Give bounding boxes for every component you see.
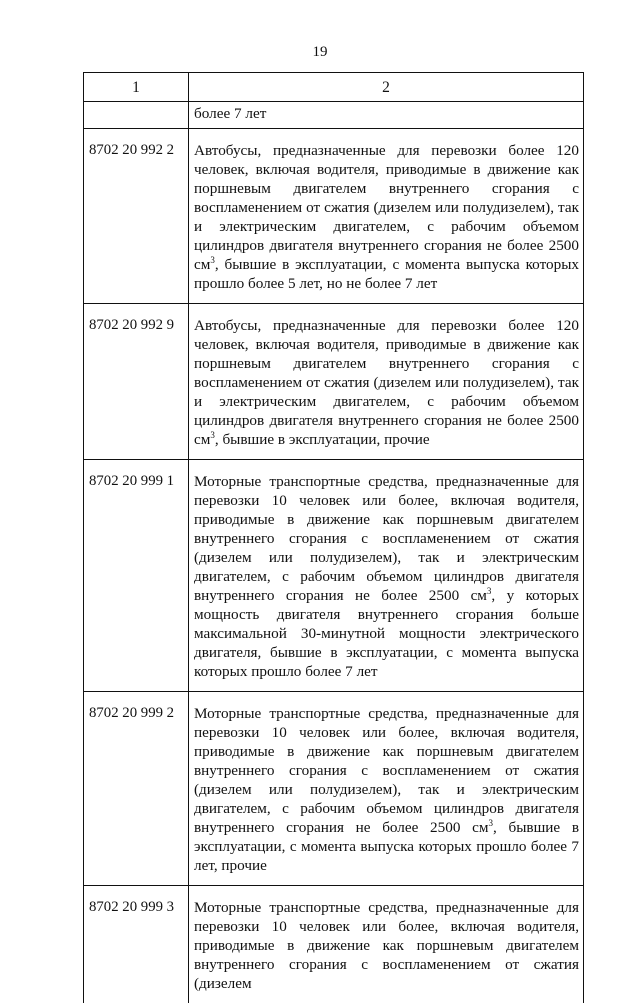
code-cell: 8702 20 999 1	[84, 460, 189, 692]
description-cell	[189, 304, 584, 460]
description-cell	[189, 129, 584, 304]
description-text-end: , у которых мощность двигателя внутреннего сгорания больше максимальной 30-минутной мощности электрического двигателя, бывшие в эксплуатации, с момента выпуска которых прошло более 7 лет	[194, 587, 579, 680]
superscript: 3	[210, 255, 215, 265]
superscript: 3	[487, 586, 492, 596]
continued-desc-cell: более 7 лет	[189, 102, 584, 129]
description-text: Моторные транспортные средства, предназначенные для перевозки 10 человек или более, включая водителя, приводимые в движение как поршневым двигателем внутреннего сгорания с воспламенением от сжатия (дизелем или полудизелем), так и электрическим двигателем, с рабочим объемом цилиндров двигателя внутреннего сгорания не более 2500 см	[194, 473, 579, 604]
header-col-2: 2	[189, 73, 584, 102]
table-row	[84, 460, 584, 692]
table-row	[84, 692, 584, 886]
table-row	[84, 129, 584, 304]
header-col-1: 1	[84, 73, 189, 102]
description-text: Автобусы, предназначенные для перевозки более 120 человек, включая водителя, приводимые в движение как поршневым двигателем внутреннего сгорания с воспламенением от сжатия (дизелем или полудизелем), так и электрическим двигателем, с рабочим объемом цилиндров двигателя внутреннего сгорания не более 2500 см	[194, 142, 579, 273]
table-row	[84, 304, 584, 460]
continued-row	[84, 102, 584, 129]
code-cell: 8702 20 992 9	[84, 304, 189, 460]
code-cell: 8702 20 992 2	[84, 129, 189, 304]
description-text-end: , бывшие в эксплуатации, с момента выпуска которых прошло более 5 лет, но не более 7 лет	[194, 256, 579, 292]
tariff-table	[83, 72, 584, 1003]
superscript: 3	[210, 430, 215, 440]
description-cell	[189, 692, 584, 886]
table-row	[84, 886, 584, 1003]
table-header-row	[84, 73, 584, 102]
description-text-end: , бывшие в эксплуатации, с момента выпуска которых прошло более 7 лет, прочие	[194, 819, 579, 874]
continued-code-cell	[84, 102, 189, 129]
superscript: 3	[488, 818, 493, 828]
description-cell	[189, 460, 584, 692]
code-cell: 8702 20 999 3	[84, 886, 189, 1003]
description-cell	[189, 886, 584, 1003]
description-text: Моторные транспортные средства, предназначенные для перевозки 10 человек или более, включая водителя, приводимые в движение как поршневым двигателем внутреннего сгорания с воспламенением от сжатия (дизелем	[194, 899, 579, 992]
description-text-end: , бывшие в эксплуатации, прочие	[215, 431, 430, 448]
description-text: Автобусы, предназначенные для перевозки более 120 человек, включая водителя, приводимые в движение как поршневым двигателем внутреннего сгорания с воспламенением от сжатия (дизелем или полудизелем), так и электрическим двигателем, с рабочим объемом цилиндров двигателя внутреннего сгорания не более 2500 см	[194, 317, 579, 448]
code-cell: 8702 20 999 2	[84, 692, 189, 886]
description-text: Моторные транспортные средства, предназначенные для перевозки 10 человек или более, включая водителя, приводимые в движение как поршневым двигателем внутреннего сгорания с воспламенением от сжатия (дизелем или полудизелем), так и электрическим двигателем, с рабочим объемом цилиндров двигателя внутреннего сгорания не более 2500 см	[194, 705, 579, 836]
page-number: 19	[0, 44, 640, 61]
